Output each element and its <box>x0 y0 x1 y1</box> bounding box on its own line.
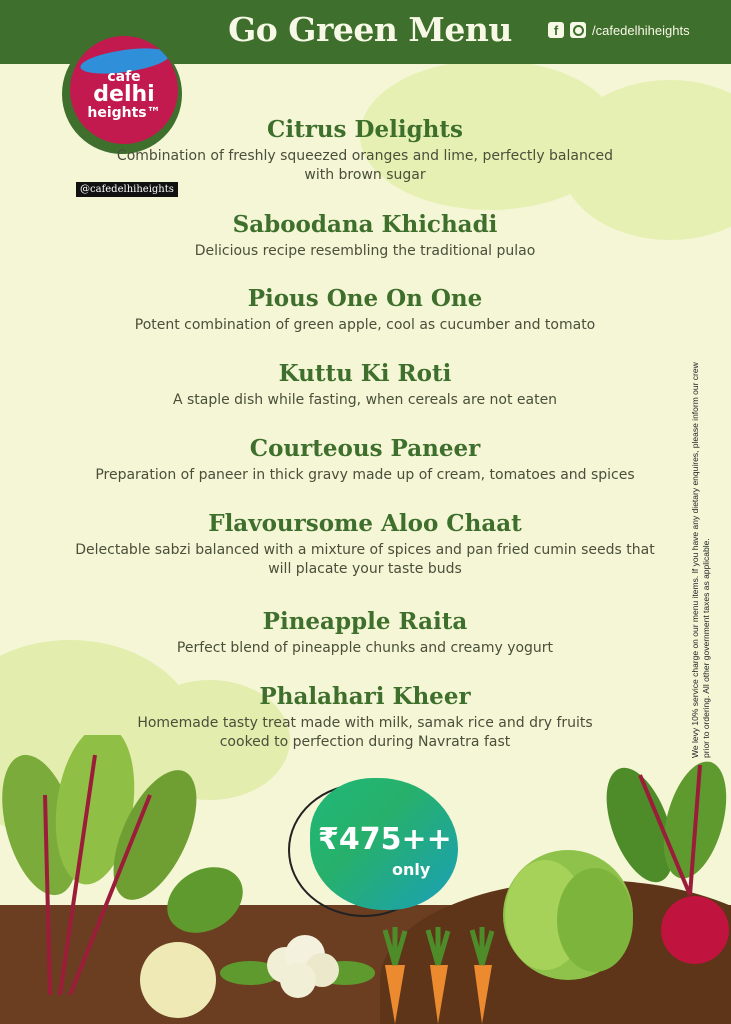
instagram-handle-tag: @cafedelhiheights <box>76 182 178 197</box>
menu-item-description: Preparation of paneer in thick gravy made up of cream, tomatoes and spices <box>95 467 635 483</box>
facebook-icon[interactable]: f <box>548 22 564 38</box>
menu-item-name: Pious One On One <box>247 285 483 312</box>
price-value: ₹475++ <box>318 822 452 857</box>
menu-item <box>40 284 690 335</box>
menu-item <box>40 607 690 658</box>
cabbage-icon <box>503 850 633 980</box>
menu-item <box>100 115 630 185</box>
menu-item-description: A staple dish while fasting, when cereals are not eaten <box>172 392 558 408</box>
menu-item-name: Phalahari Kheer <box>259 683 471 710</box>
price-suffix: only <box>392 860 431 879</box>
menu-item-description: Delectable sabzi balanced with a mixture of spices and pan fried cumin seeds that will placate your taste buds <box>75 542 655 577</box>
cauliflower-icon <box>220 935 375 998</box>
menu-item-name: Courteous Paneer <box>249 435 481 462</box>
service-charge-note: We levy 10% service charge on our menu items. If you have any dietary enquires, please inform our crew prior to ordering. All other government taxes as applicable. <box>690 362 711 758</box>
menu-item <box>70 509 660 579</box>
logo-line-1: cafe <box>107 69 141 85</box>
menu-item-description: Combination of freshly squeezed oranges and lime, perfectly balanced with brown sugar <box>116 148 614 183</box>
social-links[interactable] <box>548 22 690 38</box>
menu-item-description: Homemade tasty treat made with milk, samak rice and dry fruits cooked to perfection during Navratra fast <box>137 715 593 750</box>
menu-item <box>40 210 690 261</box>
instagram-icon[interactable] <box>570 22 586 38</box>
carrot-icon <box>385 927 492 1024</box>
menu-item-description: Delicious recipe resembling the traditional pulao <box>194 243 536 259</box>
menu-item-name: Kuttu Ki Roti <box>278 360 452 387</box>
menu-item-name: Pineapple Raita <box>262 608 468 635</box>
logo-line-2: delhi <box>93 82 155 107</box>
menu-item-description: Perfect blend of pineapple chunks and creamy yogurt <box>176 640 554 656</box>
logo-text <box>70 70 178 120</box>
menu-item-name: Saboodana Khichadi <box>232 211 498 238</box>
logo-line-3: heights™ <box>87 105 161 121</box>
menu-item-description: Potent combination of green apple, cool as cucumber and tomato <box>134 317 596 333</box>
menu-title: Go Green Menu <box>228 10 512 49</box>
menu-item-name: Flavoursome Aloo Chaat <box>208 510 522 537</box>
menu-item <box>40 359 690 410</box>
menu-item <box>40 434 690 485</box>
menu-item-name: Citrus Delights <box>267 116 463 143</box>
social-handle[interactable]: /cafedelhiheights <box>592 22 690 38</box>
